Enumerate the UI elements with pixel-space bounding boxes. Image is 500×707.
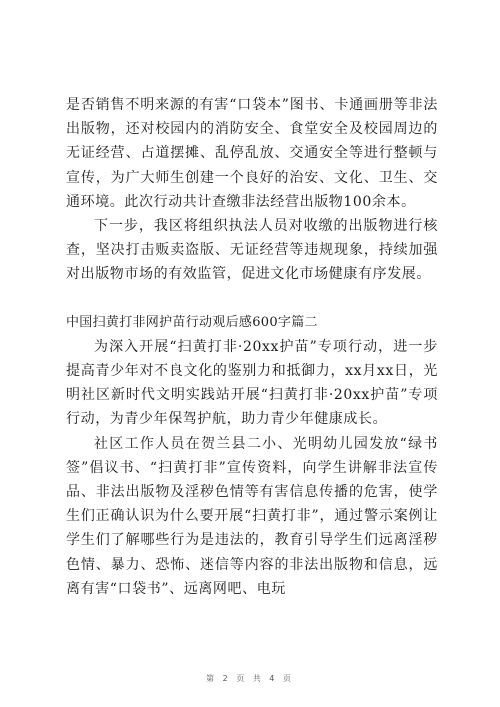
section-heading: 中国扫黄打非网护苗行动观后感600字篇二 bbox=[66, 314, 318, 330]
document-body bbox=[66, 93, 438, 601]
paragraph-next-step: 下一步，我区将组织执法人员对收缴的出版物进行核查，坚决打击贩卖盗版、无证经营等违规现象，持续加强对出版物市场的有效监管，促进文化市场健康有序发展。 bbox=[66, 218, 438, 283]
page-number-footer: 第 2 页 共 4 页 bbox=[206, 674, 294, 683]
paragraph-continued: 是否销售不明来源的有害“口袋本”图书、卡通画册等非法出版物，还对校园内的消防安全、食堂安全及校园周边的无证经营、占道摆摊、乱停乱放、交通安全等进行整顿与宣传，为广大师生创建一个良好的治安、文化、卫生、交通环境。此次行动共计查缴非法经营出版物100余本。 bbox=[66, 97, 438, 210]
paragraph-campaign-intro: 为深入开展“扫黄打非·20xx护苗”专项行动，进一步提高青少年对不良文化的鉴别力和抵御力，xx月xx日，光明社区新时代文明实践站开展“扫黄打非·20xx护苗”专项行动，为青少年保驾护航，助力青少年健康成长。 bbox=[66, 338, 438, 428]
paragraph-community-work: 社区工作人员在贺兰县二小、光明幼儿园发放“绿书签”倡议书、“扫黄打非”宣传资料，向学生讲解非法宣传品、非法出版物及淫秽色情等有害信息传播的危害，使学生们正确认识为什么要开展“扫黄打非”，通过警示案例让学生们了解哪些行为是违法的，教育引导学生们远离淫秽色情、暴力、恐怖、迷信等内容的非法出版物和信息，远离有害“口袋书”、远离网吧、电玩 bbox=[66, 435, 438, 597]
